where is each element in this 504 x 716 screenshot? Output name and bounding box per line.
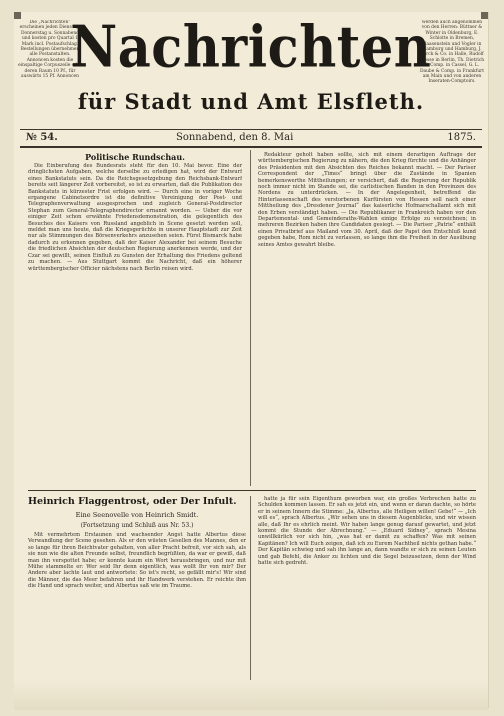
story-column-2 [258,496,476,680]
masthead-title: Nachrichten [70,14,432,82]
article-text-2: Redakteur geholt haben sollte, sich mit einem derartigen Auftrage der württembergischen Regierung zu nähern, die den Krieg fürchte und die Anhänger des Präsidenten mit den Absichten des Reiches bekannt macht. — Der Pariser Correspondent der „Times“ bringt über die Zustände in Spanien bemerkenswerthe Mittheilungen; er versichert, daß die Regierung der Republik noch immer nicht im Stande sei, die carlistischen Banden in den Provinzen des Nordens zu unterdrücken. — In der Angelegenheit, betreffend die Hinterlassenschaft des verstorbenen Kurfürsten von Hessen soll nach einer Mittheilung des „Dresdener Journal“ das kaiserliche Hofmarschallamt sich mit den Erben verständigt haben. — Die Republikaner in Frankreich haben vor den Departemental- und Gemeinderaths-Wahlen einige Erfolge zu verzeichnen; in mehreren Bezirken haben ihre Candidaten gesiegt. — Die Pariser „Patrie“ enthält einen Privatbrief aus Mailand vom 30. April, daß der Papst den Entschluß kund gegeben habe, Rom nicht zu verlassen, so lange ihm die Freiheit in der Ausübung seines Amtes gewahrt bleibe. [258,152,476,248]
article-column-2 [258,152,476,483]
story-column-1 [28,532,246,680]
article-text-1: Die Einberufung des Bundesrats steht für den 10. Mai bevor. Eine der dringlichsten Aufgaben, welche derselbe zu erledigen hat, wird der Entwurf eines Bankstatuts sein. Da die Reichsgesetzgebung den Reichsbank-Entwurf bereits seit längerer Zeit vorbereitet, so ist zu erwarten, daß die Publikation des Bankstatuts in kürzester Frist erfolgen wird. — Durch eine in voriger Woche ergangene Cabinetsordre ist die definitive Vereinigung der Post- und Telegraphenverwaltung ausgesprochen und zugleich General-Postdirector Stephan zum General-Telegraphendirector ernannt worden. — Ueber die vor einiger Zeit schon erwähnte Friedensdemonstration, die gelegentlich des Besuches des Kaisers von Russland angeblich in Scene gesetzt werden soll, meldet man uns heute, daß die Kriegsgerüchte in unserer Hauptstadt zur Zeit nur als Stimmungen des Börsenverkehrs anzusehen seien. Fürst Bismarck habe dadurch zu erkennen gegeben, daß der Kaiser Alexander bei seinem Besuche die friedlichen Absichten der deutschen Regierung anerkennen werde, und der Czar sei gewillt, seinen Einfluß zu Gunsten der Erhaltung des Friedens geltend zu machen. — Aus Stuttgart kommt die Nachricht, daß ein höherer württembergischer Officier nächstens nach Berlin reisen wird. [28,163,242,272]
story-text-2: hatte ja für sein Eigenthum geworben war, ein großes Verbrechen hatte zu Schulden kommen lassen. Er sah es jetzt ein, und wenn er daran dachte, so hörte er in seinem Innern die Stimme: „Ja, Albertus, alle Heiligen willen! Gebe!“ — „Ich will es“, sprach Albertus. „Wir sehen uns in diesem Augenblicke, und wir wissen alle, daß Ihr es ehrlich meint. Wir haben lange genug darauf gewartet, und jetzt kommt die Stunde der Abrechnung.“ — „Eduard Sidney“, sprach Mesina unwillkürlich vor sich hin, „was hat er damit zu schaffen? Was mit seinen Kapitänen? Ich will Euch zeigen, daß ich zu Eurem Nachtheil nichts gethan habe.“ Der Kapitän schwieg und sah ihn lange an, dann wandte er sich zu seinen Leuten und gab Befehl, die Anker zu lichten und die Segel beizusetzen, denn der Wind hatte sich gedreht. [258,496,476,567]
story-text-1: Mit vermehrtem Erstaunen und wachsender Angst hatte Albertus diese Verwandlung der Scene gesehen. Als er den wüsten Gesellen des Mannes, den er so lange für ihren Beichtvater gehalten, von aller Pracht befreit, vor sich sah, als sie nun wie die alten Freunde selbst, freundlich begrüßten, da war er gewiß, daß man ihn verspottet habe; er konnte kaum ein Wort herausbringen, und nur mit Mühe stammelte er: Wer seid Ihr denn eigentlich, was wollt Ihr von mir? Der Andere aber lachte laut und antwortete: So ist's recht, so gefällt mir's! Wir sind die Männer, die das Meer befahren und ihr Handwerk verstehen. Er reichte ihm die Hand und sprach weiter, und Albertus saß wie im Traume. [28,532,246,590]
article-column-1 [28,163,242,483]
subscription-note: Die „Nachrichten“ erscheinen jeden Dienstag, Donnerstag u. Sonnabend und kosten pro Quartal 1 Mark incl. Postaufschlag. Bestellungen übernehmen alle Postanstalten. Annoncen kosten die einspaltige Corpuszeile oder deren Raum 10 Pf., für auswärts 15 Pf. Annoncen [18,20,82,80]
issue-year: 1875. [447,132,476,143]
newspaper-page [14,12,489,708]
column-divider [250,150,251,486]
page-bottom-shadow [14,680,488,710]
issue-line [26,132,476,146]
masthead-subtitle: für Stadt und Amt Elsfleth. [77,89,425,114]
masthead-rule-top [20,129,482,130]
masthead-rule-bottom [20,146,482,148]
advertising-agents-note: werden auch angenommen von den Herren: Büttner & Winter in Oldenburg, E. Schlotte in Bremen, Haasenstein und Vogler in Hamburg und Hamburg, J. Barck & Co. in Halle, Rudolf Mosse in Berlin, Th. Dietrich & Comp. in Cassel, G. L. Daube & Comp. in Frankfurt am Main und von anderen Inseraten-Comptoirs. [419,20,485,85]
story-title: Heinrich Flaggentrost, oder Der Infult. [28,496,237,507]
issue-date: Sonnabend, den 8. Mai [176,132,294,143]
column-divider [250,496,251,680]
section-rule [28,490,476,491]
article-heading: Politische Rundschau. [85,152,185,162]
issue-number: № 54. [26,132,58,143]
story-continued-note: (Fortsetzung und Schluß aus Nr. 53.) [80,522,194,529]
story-subtitle: Eine Seenovelle von Heinrich Smidt. [75,511,199,519]
